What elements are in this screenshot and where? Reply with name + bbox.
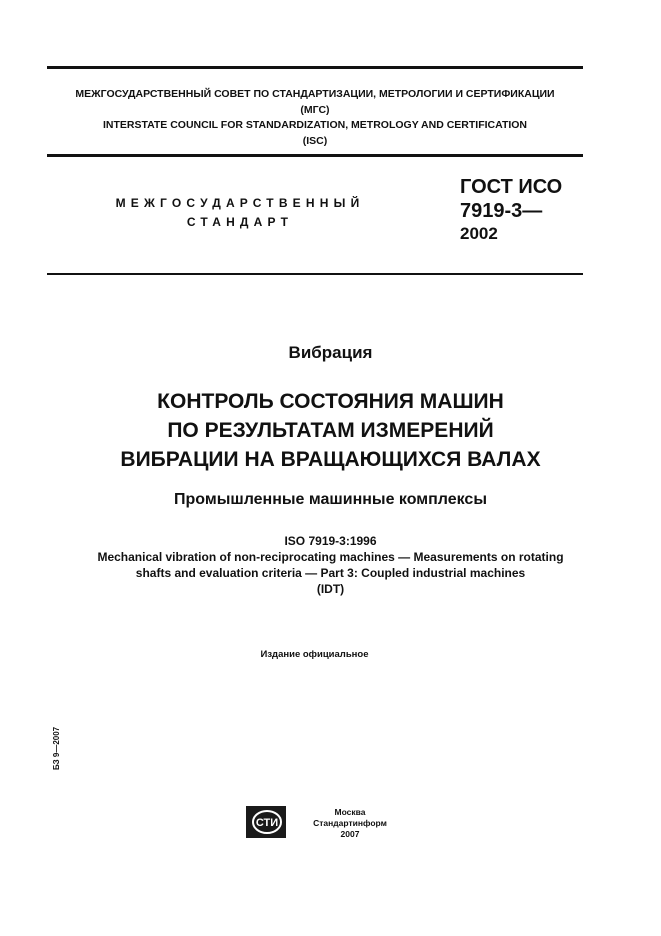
iso-title-line2: shafts and evaluation criteria — Part 3: Coupled industrial machines xyxy=(135,566,526,580)
main-title-line1: КОНТРОЛЬ СОСТОЯНИЯ МАШИН xyxy=(157,390,504,413)
publisher-name: Стандартинформ xyxy=(313,818,387,828)
designation-divider xyxy=(47,273,583,275)
standard-label xyxy=(100,194,380,232)
iso-reference xyxy=(0,533,661,597)
gost-designation-line2: 7919-3— xyxy=(460,200,543,222)
top-rule xyxy=(47,66,583,69)
publisher-logo xyxy=(246,806,286,838)
publisher-year: 2007 xyxy=(340,829,360,839)
main-title-line2: ПО РЕЗУЛЬТАТАМ ИЗМЕРЕНИЙ xyxy=(167,419,494,442)
gost-designation-line1: ГОСТ ИСО xyxy=(460,176,563,198)
council-name-en: INTERSTATE COUNCIL FOR STANDARDIZATION, METROLOGY AND CERTIFICATION xyxy=(102,119,528,131)
council-abbr-en: (ISC) xyxy=(302,134,328,147)
publisher-logo-text: СТИ xyxy=(255,817,279,829)
gost-designation xyxy=(460,175,562,223)
publisher-info xyxy=(290,807,410,840)
iso-equivalence: (IDT) xyxy=(316,582,345,596)
subtitle: Промышленные машинные комплексы xyxy=(174,491,487,508)
iso-title-line1: Mechanical vibration of non-reciprocating machines — Measurements on rotating xyxy=(97,550,564,564)
main-title-line3: ВИБРАЦИИ НА ВРАЩАЮЩИХСЯ ВАЛАХ xyxy=(120,448,541,471)
publisher-logo-icon xyxy=(246,806,286,838)
standard-label-line2: СТАНДАРТ xyxy=(186,215,294,229)
header-divider xyxy=(47,154,583,157)
main-title xyxy=(0,387,661,474)
iso-code: ISO 7919-3:1996 xyxy=(284,534,377,548)
council-name-ru: МЕЖГОСУДАРСТВЕННЫЙ СОВЕТ ПО СТАНДАРТИЗАЦИИ, МЕТРОЛОГИИ И СЕРТИФИКАЦИИ xyxy=(75,88,555,100)
publisher-city: Москва xyxy=(334,807,366,817)
council-abbr-ru: (МГС) xyxy=(300,103,330,116)
side-mark xyxy=(52,700,64,770)
side-mark-text: БЗ 9—2007 xyxy=(52,726,61,770)
standard-label-line1: МЕЖГОСУДАРСТВЕННЫЙ xyxy=(115,196,365,210)
gost-year: 2002 xyxy=(460,224,498,243)
edition-label: Издание официальное xyxy=(260,649,369,660)
council-block xyxy=(47,87,583,149)
topic-title: Вибрация xyxy=(288,343,373,362)
